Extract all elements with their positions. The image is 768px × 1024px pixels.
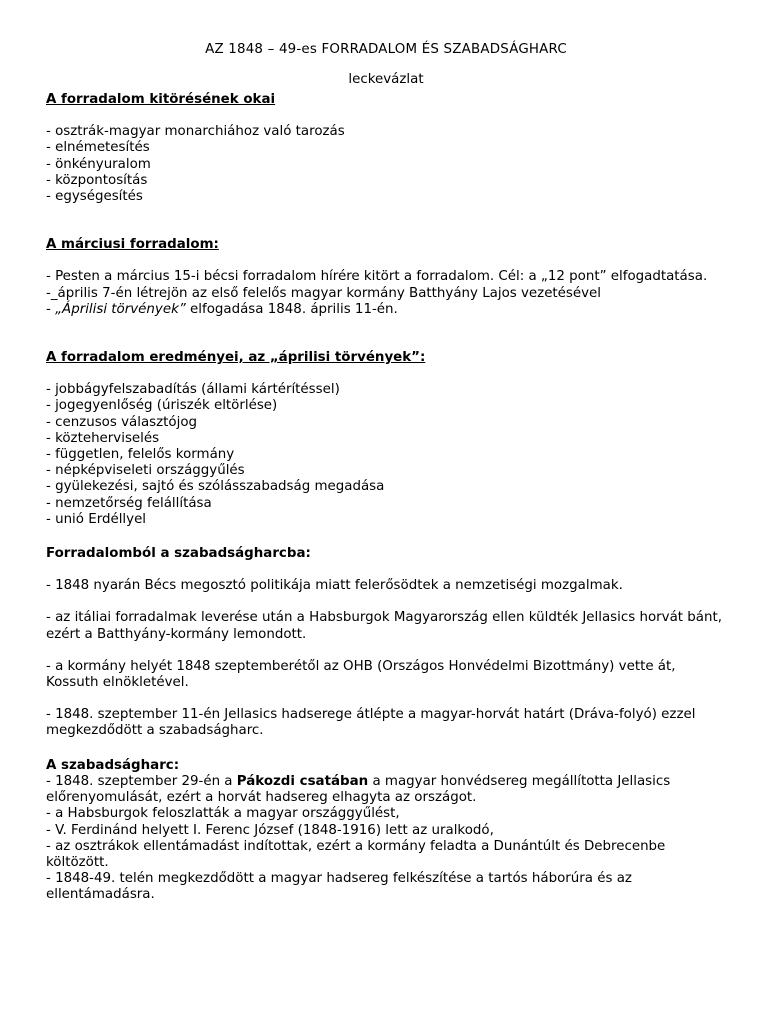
- list-item: - egységesítés: [46, 189, 143, 205]
- document-title: AZ 1848 – 49-es FORRADALOM ÉS SZABADSÁGHARC: [205, 42, 567, 57]
- list-item: - közteherviselés: [46, 430, 160, 446]
- paragraph: - a kormány helyét 1848 szeptemberétől az OHB (Országos Honvédelmi Bizottmány) vette át, Kossuth elnökletével.: [46, 658, 676, 691]
- document-subtitle: leckevázlat: [348, 72, 424, 87]
- list-item: - cenzusos választójog: [46, 414, 198, 430]
- section-heading-war-of-independence: A szabadságharc:: [46, 757, 180, 773]
- list-item: - független, felelős kormány: [46, 447, 235, 463]
- list-item: - jobbágyfelszabadítás (állami kártérítéssel): [46, 382, 340, 398]
- list-item: - unió Erdéllyel: [46, 511, 147, 527]
- paragraph: - Pesten a március 15-i bécsi forradalom hírére kitört a forradalom. Cél: a „12 pont” elfogadtatása.: [46, 269, 708, 285]
- section-heading-to-war: Forradalomból a szabadságharcba:: [46, 546, 311, 562]
- text-prefix: -: [46, 301, 56, 317]
- text-suffix: a magyar honvédsereg megállította Jellasics előrenyomulását, ezért a horvát hadsereg elhagyta az országot.: [46, 773, 671, 806]
- list-item: - osztrák-magyar monarchiához való tarozás: [46, 124, 345, 140]
- paragraph: - V. Ferdinánd helyett I. Ferenc József (1848-1916) lett az uralkodó,: [46, 822, 494, 838]
- section-heading-results: A forradalom eredményei, az „áprilisi törvények”:: [46, 350, 426, 366]
- list-item: - központosítás: [46, 172, 148, 188]
- list-item: - elnémetesítés: [46, 140, 150, 156]
- italic-text: „Áprilisi törvények”: [55, 301, 186, 317]
- text-prefix: - 1848. szeptember 29-én a: [46, 773, 237, 789]
- list-item: - népképviseleti országgyűlés: [46, 463, 245, 479]
- paragraph: - a Habsburgok feloszlatták a magyar országgyűlést,: [46, 806, 400, 822]
- paragraph: -_április 7-én létrejön az első felelős magyar kormány Batthyány Lajos vezetésével: [46, 285, 602, 301]
- list-item: - önkényuralom: [46, 156, 151, 172]
- paragraph: - 1848. szeptember 11-én Jellasics hadserege átlépte a magyar-horvát határt (Dráva-folyó) ezzel megkezdődött a szabadságharc.: [46, 707, 696, 739]
- paragraph: - az itáliai forradalmak leverése után a Habsburgok Magyarország ellen küldték Jellasics horvát bánt, ezért a Batthyány-kormány lemondott.: [46, 610, 722, 642]
- document-page: [46, 40, 726, 904]
- paragraph: - az osztrákok ellentámadást indítottak, ezért a kormány feladta a Dunántúlt és Debrecenbe költözött.: [46, 838, 666, 870]
- paragraph: [46, 302, 726, 318]
- list-item: - nemzetőrség felállítása: [46, 495, 212, 511]
- paragraph: [46, 774, 726, 806]
- list-item: - gyülekezési, sajtó és szólásszabadság megadása: [46, 479, 385, 495]
- section-heading-march-revolution: A márciusi forradalom:: [46, 237, 219, 253]
- text-suffix: elfogadása 1848. április 11-én.: [185, 301, 398, 317]
- bold-text: Pákozdi csatában: [236, 773, 369, 789]
- paragraph: - 1848-49. telén megkezdődött a magyar hadsereg felkészítése a tartós háborúra és az ellentámadásra.: [46, 871, 632, 903]
- section-heading-causes: A forradalom kitörésének okai: [46, 92, 276, 107]
- list-item: - jogegyenlőség (úriszék eltörlése): [46, 398, 278, 414]
- paragraph: - 1848 nyarán Bécs megosztó politikája miatt felerősödtek a nemzetiségi mozgalmak.: [46, 578, 623, 594]
